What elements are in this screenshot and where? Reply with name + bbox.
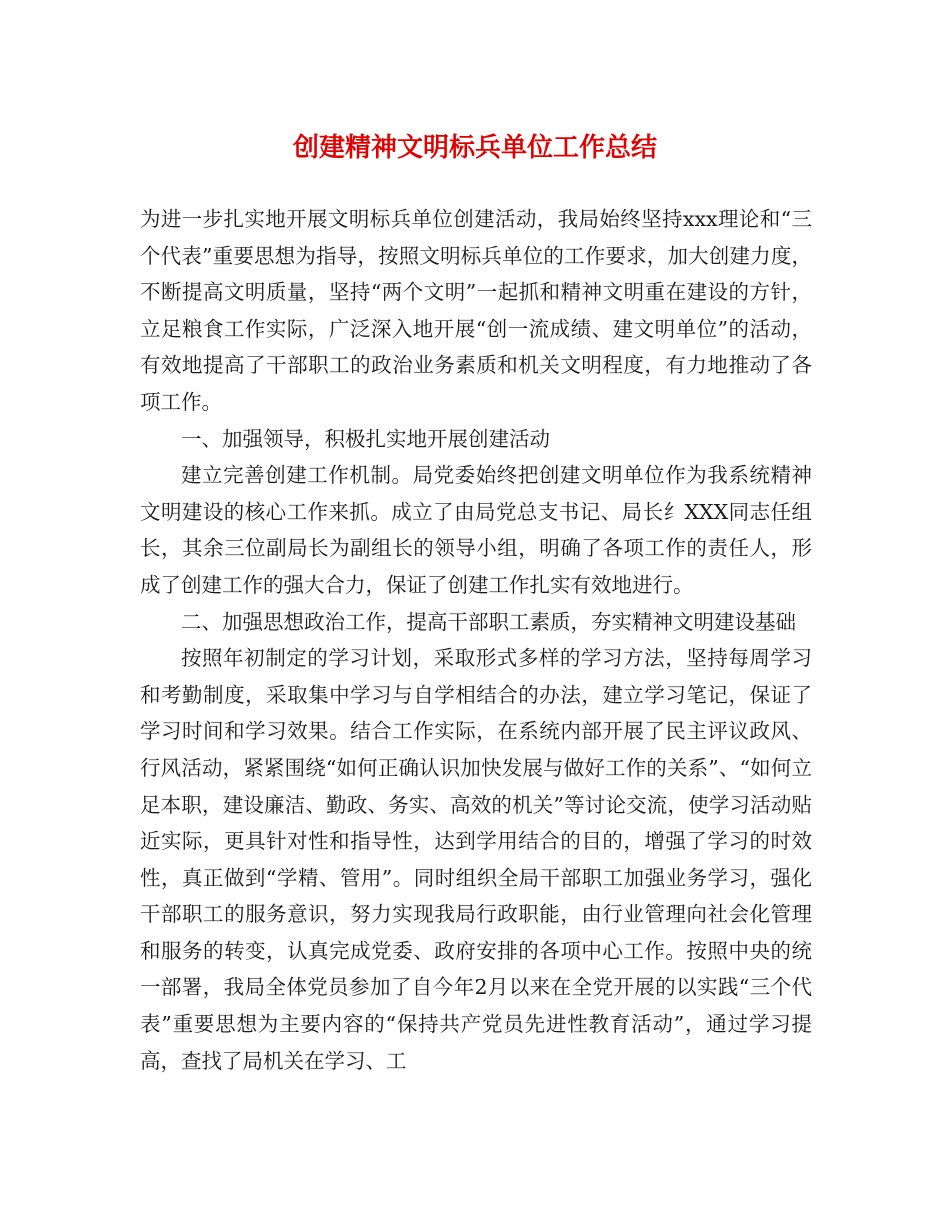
document-body [140, 201, 812, 1079]
document-title: 创建精神文明标兵单位工作总结 [292, 133, 657, 163]
paragraph-intro: 为进一步扎实地开展文明标兵单位创建活动，我局始终坚持xxx理论和“三个代表”重要思想为指导，按照文明标兵单位的工作要求，加大创建力度，不断提高文明质量，坚持“两个文明”一起抓和精神文明重在建设的方针，立足粮食工作实际，广泛深入地开展“创一流成绩、建文明单位”的活动，有效地提高了干部职工的政治业务素质和机关文明程度，有力地推动了各项工作。 [140, 207, 812, 414]
section-heading-2: 二、加强思想政治工作，提高干部职工素质，夯实精神文明建设基础 [181, 609, 796, 634]
paragraph-section-1: 建立完善创建工作机制。局党委始终把创建文明单位作为我系统精神文明建设的核心工作来抓。成立了由局党总支书记、局长纟XXX同志任组长，其余三位副局长为副组长的领导小组，明确了各项工作的责任人，形成了创建工作的强大合力，保证了创建工作扎实有效地进行。 [140, 463, 812, 597]
section-heading-1: 一、加强领导，积极扎实地开展创建活动 [181, 426, 550, 451]
paragraph-section-2: 按照年初制定的学习计划，采取形式多样的学习方法，坚持每周学习和考勤制度，采取集中学习与自学相结合的办法，建立学习笔记，保证了学习时间和学习效果。结合工作实际，在系统内部开展了民主评议政风、行风活动，紧紧围绕“如何正确认识加快发展与做好工作的关系”、“如何立足本职，建设廉洁、勤政、务实、高效的机关”等讨论交流，使学习活动贴近实际，更具针对性和指导性，达到学用结合的目的，增强了学习的时效性，真正做到“学精、管用”。同时组织全局干部职工加强业务学习，强化干部职工的服务意识，努力实现我局行政职能，由行业管理向社会化管理和服务的转变，认真完成党委、政府安排的各项中心工作。按照中央的统一部署，我局全体党员参加了自今年2月以来在全党开展的以实践“三个代表”重要思想为主要内容的“保持共产党员先进性教育活动”，通过学习提高，查找了局机关在学习、工 [140, 646, 812, 1073]
